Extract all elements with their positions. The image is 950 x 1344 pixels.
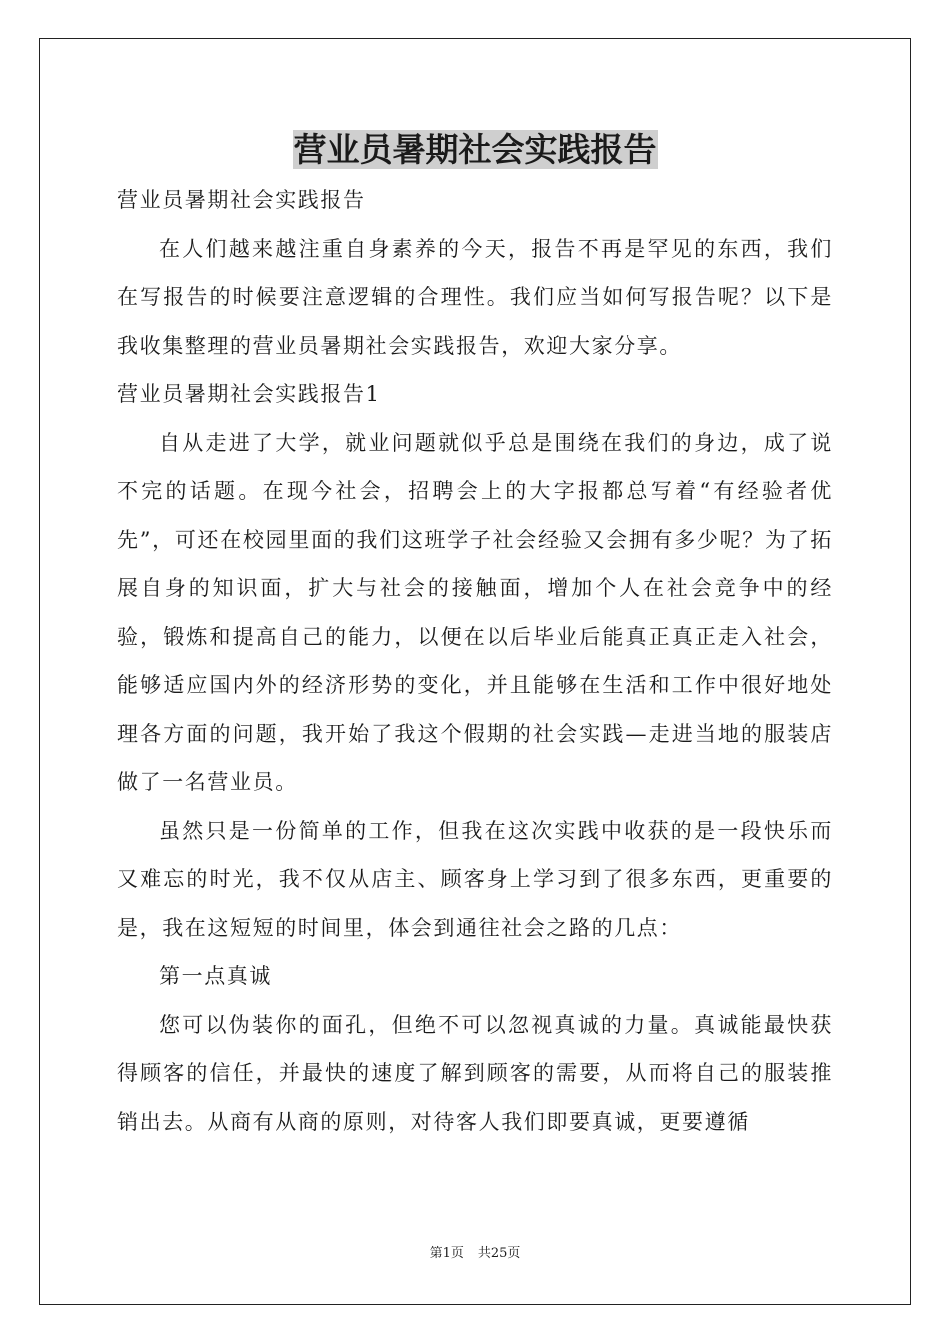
paragraph: 自从走进了大学，就业问题就似乎总是围绕在我们的身边，成了说不完的话题。在现今社会，招聘会上的大字报都总写着“有经验者优先”，可还在校园里面的我们这班学子社会经验又会拥有多少呢？为了拓展自身的知识面，扩大与社会的接触面，增加个人在社会竞争中的经验，锻炼和提高自己的能力，以便在以后毕业后能真正真正走入社会，能够适应国内外的经济形势的变化，并且能够在生活和工作中很好地处理各方面的问题，我开始了我这个假期的社会实践—走进当地的服装店做了一名营业员。 [117, 430, 833, 794]
paragraph: 虽然只是一份简单的工作，但我在这次实践中收获的是一段快乐而又难忘的时光，我不仅从店主、顾客身上学习到了很多东西，更重要的是，我在这短短的时间里，体会到通往社会之路的几点： [117, 818, 833, 940]
paragraph: 营业员暑期社会实践报告1 [117, 382, 381, 406]
page-number: 第1页 [429, 1246, 464, 1261]
paragraph: 第一点真诚 [159, 964, 272, 988]
document-title: 营业员暑期社会实践报告 [293, 130, 657, 169]
paragraph: 您可以伪装你的面孔，但绝不可以忽视真诚的力量。真诚能最快获得顾客的信任，并最快的速度了解到顾客的需要，从而将自己的服装推销出去。从商有从商的原则，对待客人我们即要真诚，更要遵循 [117, 1012, 833, 1134]
page-footer [0, 1245, 950, 1263]
paragraph: 在人们越来越注重自身素养的今天，报告不再是罕见的东西，我们在写报告的时候要注意逻辑的合理性。我们应当如何写报告呢？以下是我收集整理的营业员暑期社会实践报告，欢迎大家分享。 [117, 236, 833, 358]
document-body [117, 176, 833, 1146]
page-total: 共25页 [477, 1246, 521, 1261]
paragraph: 营业员暑期社会实践报告 [117, 188, 366, 212]
